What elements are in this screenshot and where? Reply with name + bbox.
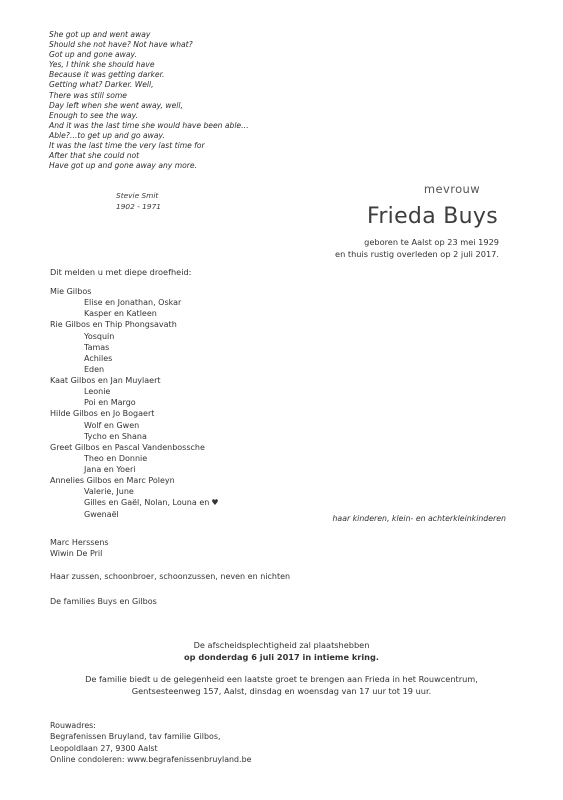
relatives-line: Haar zussen, schoonbroer, schoonzussen, neven en nichten bbox=[50, 572, 291, 581]
grandchild-entry bbox=[50, 342, 219, 353]
poem-line: She got up and went away bbox=[49, 30, 151, 39]
poem-line: Because it was getting darker. bbox=[49, 70, 165, 80]
poem-line: Got up and gone away. bbox=[49, 50, 137, 60]
family-name: Kaat Gilbos en Jan Muylaert bbox=[50, 376, 161, 385]
family-name: Greet Gilbos en Pascal Vandenbossche bbox=[50, 442, 205, 452]
grandchild-entry bbox=[50, 364, 219, 375]
poem-years: 1902 - 1971 bbox=[116, 202, 161, 211]
viewing-line-2: Gentsesteenweg 157, Aalst, dinsdag en woensdag van 17 uur tot 19 uur. bbox=[131, 685, 432, 696]
grandchild-entry bbox=[50, 308, 219, 319]
family-name: Annelies Gilbos en Marc Poleyn bbox=[50, 476, 175, 486]
footer-line: Rouwadres: bbox=[50, 721, 96, 730]
grandchild-entry bbox=[50, 420, 219, 431]
family-name: Achiles bbox=[84, 353, 113, 363]
poem-line: Should she not have? Not have what? bbox=[49, 40, 193, 50]
grandchild-entry bbox=[50, 464, 219, 475]
grandchild-entry bbox=[50, 331, 219, 342]
family-name: Theo en Donnie bbox=[84, 453, 148, 463]
ceremony-line-1: De afscheidsplechtigheid zal plaatshebben bbox=[193, 640, 370, 650]
family-name: Tamas bbox=[84, 342, 110, 352]
family-name: Gilles en Gaël, Nolan, Louna en bbox=[84, 498, 210, 508]
others-list bbox=[50, 537, 109, 559]
title-block bbox=[367, 182, 498, 229]
born-line: geboren te Aalst op 23 mei 1929 bbox=[364, 237, 499, 247]
poem-line: Day left when she went away, well, bbox=[49, 100, 183, 110]
child-entry bbox=[50, 442, 219, 453]
poem-line: Getting what? Darker. Well, bbox=[49, 80, 154, 90]
family-name: Elise en Jonathan, Oskar bbox=[84, 298, 182, 308]
poem-line: There was still some bbox=[49, 90, 127, 100]
grandchild-entry bbox=[50, 509, 219, 520]
child-entry bbox=[50, 319, 219, 330]
family-name: Jana en Yoeri bbox=[84, 465, 136, 474]
deceased-name: Frieda Buys bbox=[366, 204, 498, 229]
poem-line: After that she could not bbox=[49, 151, 140, 161]
poem-attribution bbox=[116, 190, 161, 212]
poem bbox=[49, 30, 249, 171]
family-name: Poi en Margo bbox=[84, 398, 136, 408]
grandchild-entry bbox=[50, 431, 219, 442]
poem-line: It was the last time the very last time for bbox=[49, 141, 205, 151]
footer-line: Leopoldlaan 27, 9300 Aalst bbox=[50, 743, 158, 753]
family-name: Rie Gilbos en Thip Phongsavath bbox=[50, 320, 177, 330]
footer-line: Begrafenissen Bruyland, tav familie Gilbos, bbox=[50, 732, 221, 742]
mourning-address bbox=[50, 720, 251, 766]
birth-death-dates bbox=[335, 237, 499, 260]
poem-line: And it was the last time she would have been able… bbox=[49, 120, 249, 130]
child-entry bbox=[50, 475, 219, 486]
family-name: Eden bbox=[84, 364, 105, 374]
family-list bbox=[50, 286, 219, 520]
family-name: Tycho en Shana bbox=[84, 431, 147, 441]
grandchild-entry bbox=[50, 486, 219, 497]
family-name: Wolf en Gwen bbox=[84, 420, 140, 430]
families-line: De families Buys en Gilbos bbox=[50, 597, 157, 606]
ceremony-block bbox=[0, 640, 563, 663]
family-caption: haar kinderen, klein- en achterkleinkinderen bbox=[332, 514, 506, 523]
child-entry bbox=[50, 286, 219, 297]
poem-line: Enough to see the way. bbox=[49, 110, 138, 120]
child-entry bbox=[50, 408, 219, 419]
child-entry bbox=[50, 375, 219, 386]
other-person: Wiwin De Pril bbox=[50, 549, 103, 558]
grandchild-entry bbox=[50, 453, 219, 464]
heart-icon: ♥ bbox=[211, 498, 219, 508]
grandchild-entry bbox=[50, 386, 219, 397]
grandchild-entry bbox=[50, 353, 219, 364]
grandchild-entry bbox=[50, 297, 219, 308]
grandchild-entry bbox=[50, 497, 219, 508]
poem-line: Able?…to get up and go away. bbox=[49, 130, 165, 140]
grandchild-entry bbox=[50, 397, 219, 408]
family-name: Hilde Gilbos en Jo Bogaert bbox=[50, 409, 155, 419]
family-name: Valerie, June bbox=[84, 487, 134, 497]
other-person: Marc Herssens bbox=[50, 538, 109, 547]
ceremony-date: op donderdag 6 juli 2017 in intieme kring. bbox=[184, 651, 379, 662]
poem-line: Have got up and gone away any more. bbox=[49, 161, 197, 171]
died-line: en thuis rustig overleden op 2 juli 2017. bbox=[335, 248, 499, 259]
family-name: Mie Gilbos bbox=[50, 287, 92, 296]
footer-line: Online condoleren: www.begrafenissenbruyland.be bbox=[50, 755, 252, 765]
poem-author: Stevie Smit bbox=[116, 191, 159, 200]
family-name: Yosquin bbox=[84, 331, 115, 341]
family-name: Leonie bbox=[84, 387, 111, 397]
salutation: mevrouw bbox=[423, 182, 480, 196]
viewing-block bbox=[0, 674, 563, 697]
intro-text: Dit melden u met diepe droefheid: bbox=[50, 267, 192, 277]
viewing-line-1: De familie biedt u de gelegenheid een laatste groet te brengen aan Frieda in het Rouwcentrum, bbox=[85, 674, 478, 684]
family-name: Kasper en Katleen bbox=[84, 309, 157, 319]
family-name: Gwenaël bbox=[84, 509, 119, 519]
poem-line: Yes, I think she should have bbox=[49, 60, 155, 70]
